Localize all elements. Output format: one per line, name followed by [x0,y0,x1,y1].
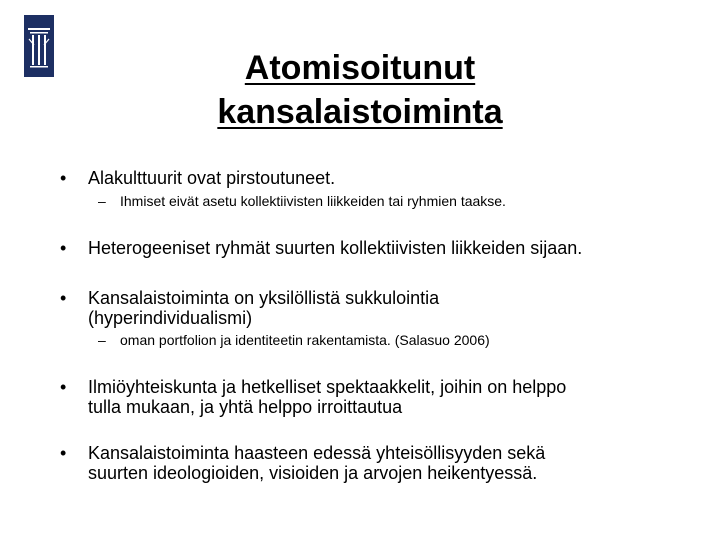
bullet-text-line-1: Kansalaistoiminta on yksilöllistä sukkulointia [88,288,440,308]
bullet-marker: • [60,238,67,258]
bullet-text: Heterogeeniset ryhmät suurten kollektiivisten liikkeiden sijaan. [88,238,583,258]
sub-bullet-text: oman portfolion ja identiteetin rakentamista. (Salasuo 2006) [120,332,490,348]
sub-bullet-text: Ihmiset eivät asetu kollektiivisten liikkeiden tai ryhmien taakse. [120,193,506,209]
sub-bullet-marker: – [98,332,106,348]
bullet-marker: • [60,377,67,397]
bullet-marker: • [60,288,67,308]
bullet-marker: • [60,443,67,463]
title-line-1: Atomisoitunut [244,49,476,87]
title-line-2: kansalaistoiminta [217,93,503,131]
bullet-text-line-2: (hyperindividualismi) [88,308,253,328]
bullet-marker: • [60,168,67,188]
bullet-text-line-1: Ilmiöyhteiskunta ja hetkelliset spektaakkelit, joihin on helppo [88,377,567,397]
bullet-text: Alakulttuurit ovat pirstoutuneet. [88,168,336,188]
bullet-text-line-1: Kansalaistoiminta haasteen edessä yhteisöllisyyden sekä [88,443,546,463]
bullet-text-line-2: suurten ideologioiden, visioiden ja arvojen heikentyessä. [88,463,538,483]
bullet-text-line-2: tulla mukaan, ja yhtä helppo irroittautua [88,397,403,417]
sub-bullet-marker: – [98,193,106,209]
